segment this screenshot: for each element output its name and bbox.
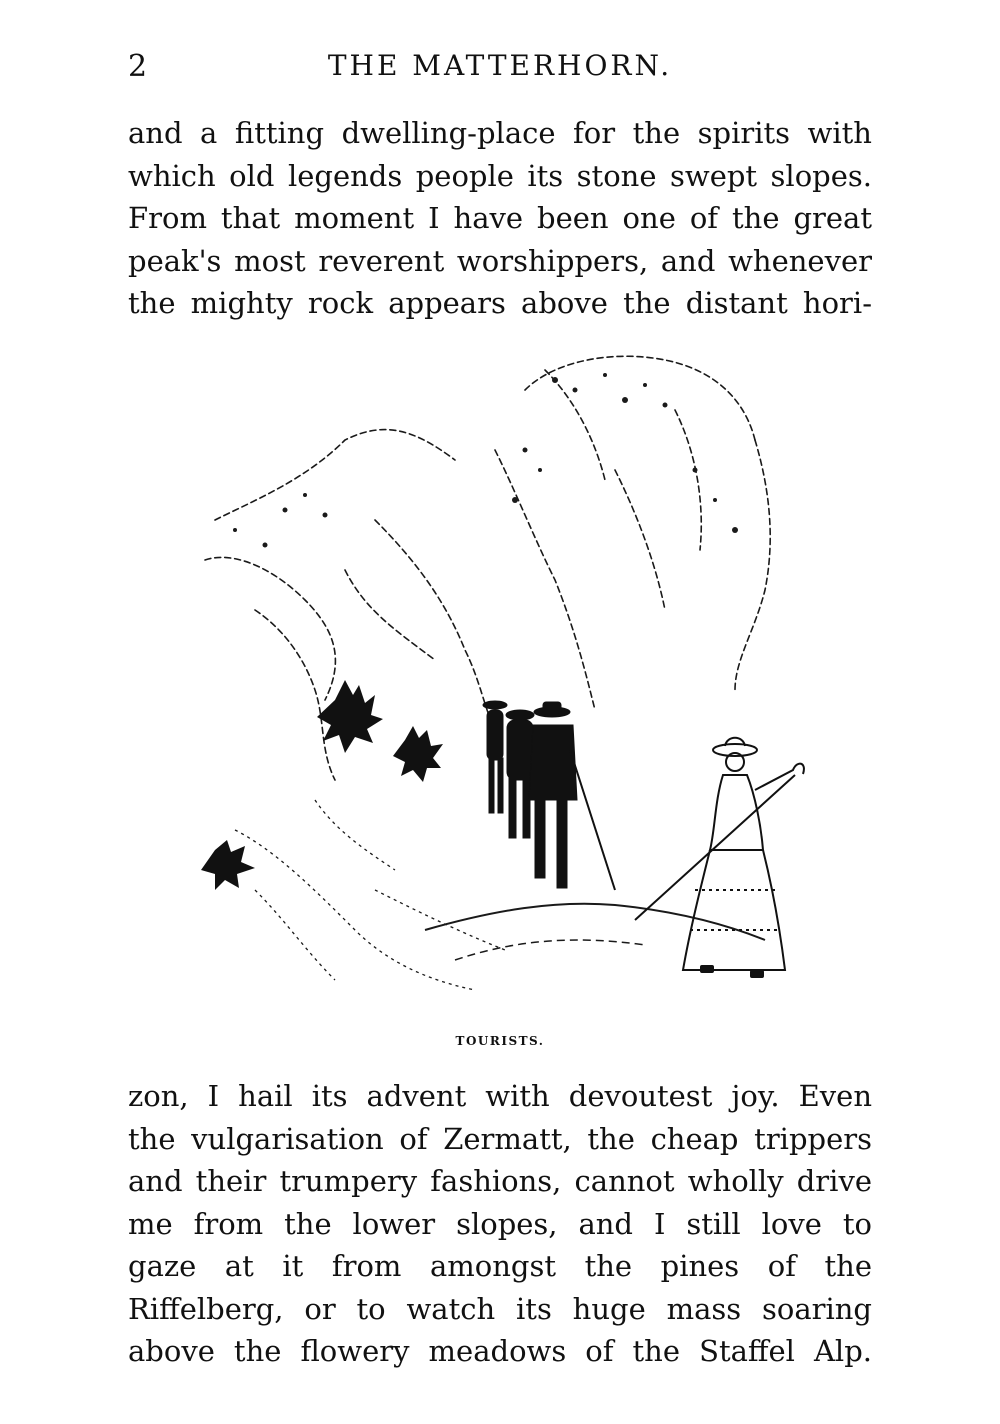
text-line: zon, I hail its advent with devoutest joy. Even: [128, 1079, 872, 1113]
text-line: gaze at it from amongst the pines of the: [128, 1249, 872, 1283]
tourists-illustration: [195, 330, 805, 1020]
text-line: me from the lower slopes, and I still love to: [128, 1206, 872, 1241]
text-line: Riffelberg, or to watch its huge mass soaring: [128, 1291, 872, 1326]
text-line: From that moment I have been one of the great: [128, 201, 872, 235]
text-line: the mighty rock appears above the distant hori-: [128, 286, 872, 320]
text-line: peak's most reverent worshippers, and whenever: [128, 243, 872, 278]
text-line: the vulgarisation of Zermatt, the cheap trippers: [128, 1121, 872, 1156]
paragraph-1: [128, 112, 872, 325]
text-line: which old legends people its stone swept slopes.: [128, 158, 872, 193]
paragraph-2: [128, 1075, 872, 1373]
text-line: and a fitting dwelling-place for the spirits with: [128, 116, 872, 150]
text-line: above the flowery meadows of the Staffel Alp.: [128, 1334, 872, 1368]
text-line: and their trumpery fashions, cannot wholly drive: [128, 1164, 872, 1198]
page-number: 2: [128, 49, 148, 84]
figure-caption: TOURISTS.: [455, 1034, 545, 1048]
running-head: THE MATTERHORN.: [327, 49, 673, 82]
